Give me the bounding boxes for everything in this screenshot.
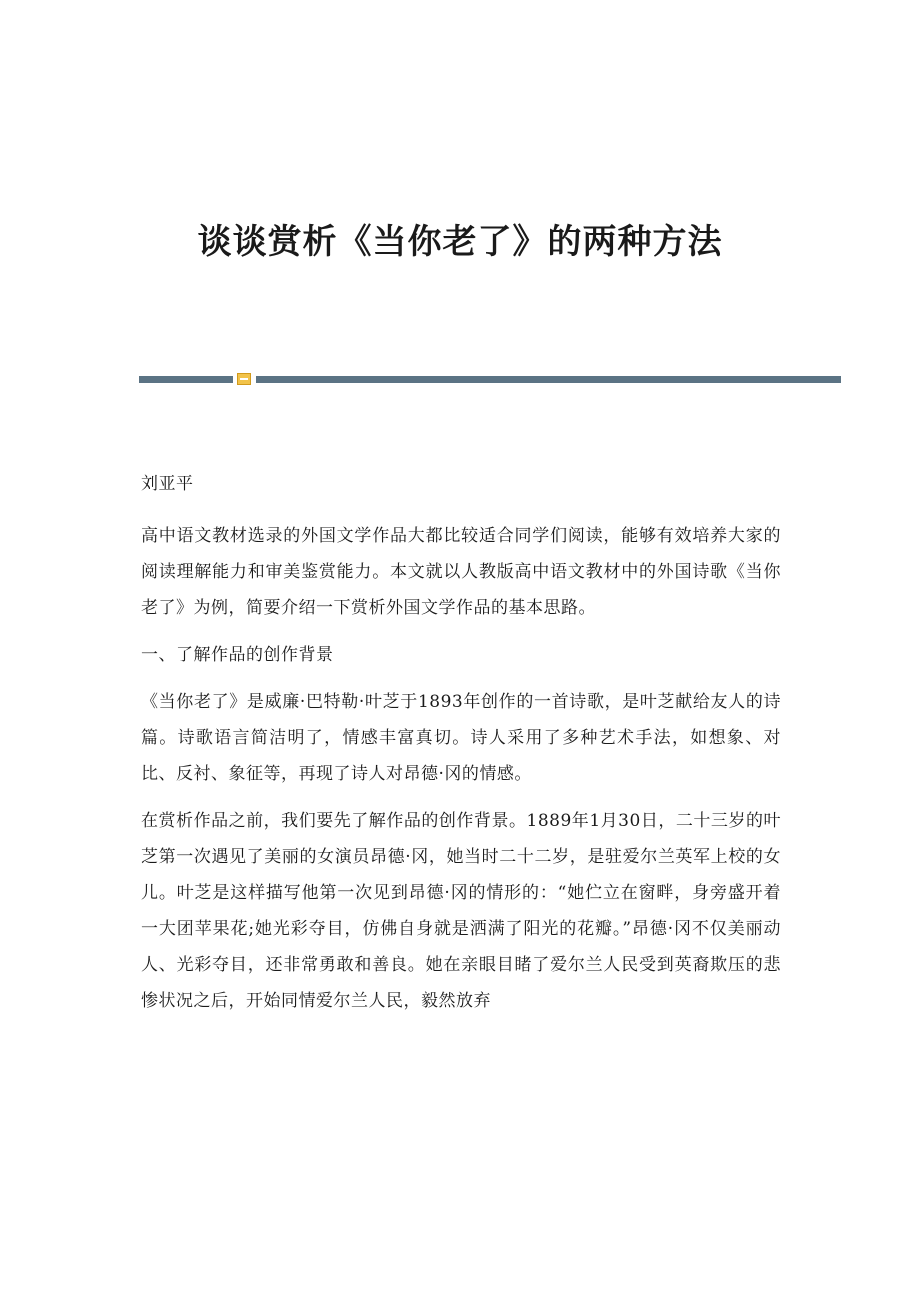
divider-bar-left [139,376,233,383]
document-body [141,466,781,1030]
divider-emblem-icon [237,373,251,385]
title-divider [139,373,841,385]
document-title: 谈谈赏析《当你老了》的两种方法 [197,222,723,262]
paragraph-story: 在赏析作品之前，我们要先了解作品的创作背景。1889年1月30日，二十三岁的叶芝第一次遇见了美丽的女演员昂德·冈，她当时二十二岁，是驻爱尔兰英军上校的女儿。叶芝是这样描写他第一次见到昂德·冈的情形的：“她伫立在窗畔，身旁盛开着一大团苹果花;她光彩夺目，仿佛自身就是洒满了阳光的花瓣。”昂德·冈不仅美丽动人、光彩夺目，还非常勇敢和善良。她在亲眼目睹了爱尔兰人民受到英裔欺压的悲惨状况之后，开始同情爱尔兰人民，毅然放弃 [141,811,781,1011]
paragraph-intro: 高中语文教材选录的外国文学作品大都比较适合同学们阅读，能够有效培养大家的阅读理解能力和审美鉴赏能力。本文就以人教版高中语文教材中的外国诗歌《当你老了》为例，简要介绍一下赏析外国文学作品的基本思路。 [141,526,781,618]
paragraph-background: 《当你老了》是威廉·巴特勒·叶芝于1893年创作的一首诗歌，是叶芝献给友人的诗篇。诗歌语言简洁明了，情感丰富真切。诗人采用了多种艺术手法，如想象、对比、反衬、象征等，再现了诗人对昂德·冈的情感。 [141,692,781,784]
section-heading: 一、了解作品的创作背景 [141,645,334,665]
author-name: 刘亚平 [141,474,194,494]
divider-bar-right [256,376,841,383]
